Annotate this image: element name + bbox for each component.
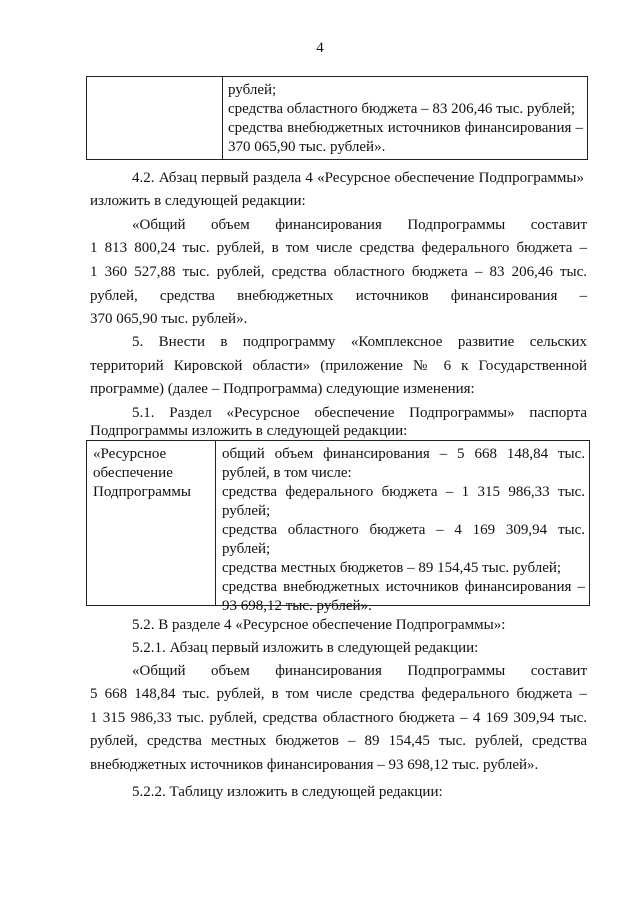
table-line: 370 065,90 тыс. рублей». xyxy=(228,139,386,155)
paragraph-line: 5.1. Раздел «Ресурсное обеспечение Подпрограммы» паспорта xyxy=(132,405,587,421)
table-left-cell xyxy=(87,441,216,605)
paragraph-line: 5.2.1. Абзац первый изложить в следующей редакции: xyxy=(132,640,479,656)
quote-line: рублей, средства местных бюджетов – 89 154,45 тыс. рублей, средства xyxy=(90,733,587,749)
quote-line: «Общий объем финансирования Подпрограммы составит xyxy=(132,663,587,679)
table-line: рублей; xyxy=(228,82,277,98)
quote-line: 1 360 527,88 тыс. рублей, средства областного бюджета – 83 206,46 тыс. xyxy=(90,264,587,280)
table-line: средства местных бюджетов – 89 154,45 тыс. рублей; xyxy=(222,560,562,576)
quote-line: 5 668 148,84 тыс. рублей, в том числе средства федерального бюджета – xyxy=(90,686,587,702)
paragraph-line: 5.2.2. Таблицу изложить в следующей редакции: xyxy=(132,784,443,800)
table-right-cell xyxy=(228,81,583,157)
table-line: рублей, в том числе: xyxy=(222,465,352,481)
page-number: 4 xyxy=(316,40,324,56)
table-right-cell xyxy=(222,445,585,616)
table-line: рублей; xyxy=(222,541,271,557)
quote-line: 370 065,90 тыс. рублей». xyxy=(90,311,248,327)
table-line: средства областного бюджета – 4 169 309,94 тыс. xyxy=(222,522,585,538)
table-left-cell xyxy=(87,77,223,159)
paragraph-line: 4.2. Абзац первый раздела 4 «Ресурсное обеспечение Подпрограммы» xyxy=(132,170,584,186)
table-line: обеспечение xyxy=(93,465,173,481)
quote-line: 1 813 800,24 тыс. рублей, в том числе средства федерального бюджета – xyxy=(90,240,587,256)
paragraph-line: изложить в следующей редакции: xyxy=(90,193,306,209)
table-line: Подпрограммы xyxy=(93,484,191,500)
paragraph-line: 5. Внести в подпрограмму «Комплексное развитие сельских xyxy=(132,334,587,350)
table-line: «Ресурсное xyxy=(93,446,167,462)
quote-line: внебюджетных источников финансирования – 93 698,12 тыс. рублей». xyxy=(90,757,539,773)
paragraph-line: Подпрограммы изложить в следующей редакции: xyxy=(90,423,408,439)
table-line: средства внебюджетных источников финансирования – xyxy=(222,579,585,595)
table-line: средства областного бюджета – 83 206,46 тыс. рублей; xyxy=(228,101,576,117)
quote-line: «Общий объем финансирования Подпрограммы составит xyxy=(132,217,587,233)
quote-line: 1 315 986,33 тыс. рублей, средства областного бюджета – 4 169 309,94 тыс. xyxy=(90,710,587,726)
resource-table xyxy=(86,440,590,614)
resource-table-continued xyxy=(86,76,588,160)
quote-line: рублей, средства внебюджетных источников финансирования – xyxy=(90,288,587,304)
table-line: 93 698,12 тыс. рублей». xyxy=(222,598,372,614)
paragraph-line: программе) (далее – Подпрограмма) следующие изменения: xyxy=(90,381,475,397)
table-line: общий объем финансирования – 5 668 148,84 тыс. xyxy=(222,446,585,462)
table-line: средства федерального бюджета – 1 315 986,33 тыс. xyxy=(222,484,585,500)
paragraph-line: 5.2. В разделе 4 «Ресурсное обеспечение Подпрограммы»: xyxy=(132,617,506,633)
table-line: средства внебюджетных источников финансирования – xyxy=(228,120,583,136)
table-line: рублей; xyxy=(222,503,271,519)
paragraph-line: территорий Кировской области» (приложение № 6 к Государственной xyxy=(90,358,587,374)
